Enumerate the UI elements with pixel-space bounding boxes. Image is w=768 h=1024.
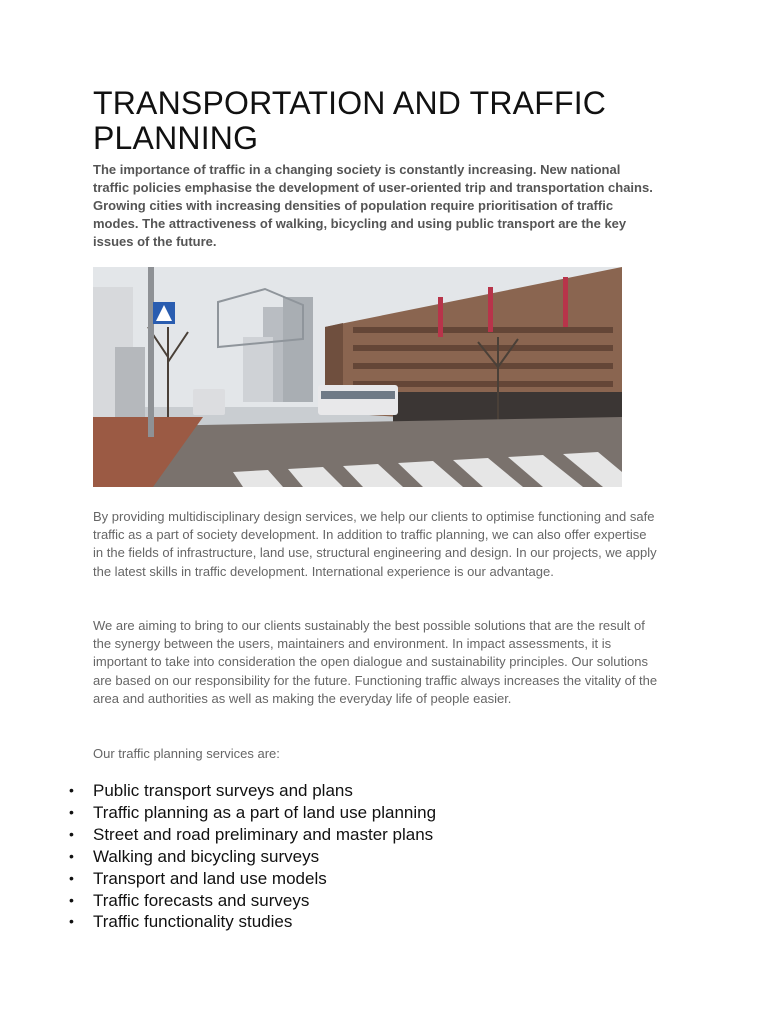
services-intro: Our traffic planning services are: (93, 746, 280, 761)
bullet-icon: • (69, 891, 74, 908)
service-label: Traffic forecasts and surveys (93, 890, 310, 910)
service-label: Walking and bicycling surveys (93, 846, 320, 866)
bullet-icon: • (69, 825, 74, 842)
bullet-icon: • (69, 869, 74, 886)
list-item (69, 802, 437, 824)
street-scene-image (93, 267, 622, 487)
lead-paragraph: The importance of traffic in a changing society is constantly increasing. New national traffic policies emphasise the development of user-oriented trip and transportation chains. Growing cities with increasing densities of population require prioritisation of traffic modes. The attractiveness of walking, bicycling and using public transport are the key issues of the future. (93, 162, 653, 249)
page-title: TRANSPORTATION AND TRAFFIC PLANNING (93, 85, 607, 156)
services-list (69, 780, 437, 933)
service-label: Transport and land use models (93, 868, 327, 888)
service-label: Traffic planning as a part of land use planning (93, 802, 437, 822)
list-item (69, 890, 436, 912)
list-item (69, 868, 436, 890)
list-item (69, 824, 436, 846)
service-label: Public transport surveys and plans (93, 781, 353, 800)
bullet-icon: • (69, 913, 74, 930)
bullet-icon: • (69, 847, 74, 864)
list-item (69, 911, 436, 933)
intro-paragraph: By providing multidisciplinary design services, we help our clients to optimise functioning and safe traffic as a part of society development. In addition to traffic planning, we can also offer expertise in the fields of infrastructure, land use, structural engineering and design. In our projects, we apply the latest skills in traffic development. International experience is our advantage. (93, 509, 657, 579)
service-label: Street and road preliminary and master plans (93, 824, 434, 844)
approach-paragraph: We are aiming to bring to our clients sustainably the best possible solutions that are the result of the synergy between the users, maintainers and environment. In impact assessments, it is important to take into consideration the open dialogue and sustainability principles. Our solutions are based on our responsibility for the future. Functioning traffic always increases the vitality of the area and authorities as well as making the everyday life of people easier. (93, 618, 658, 706)
bullet-icon: • (69, 803, 74, 820)
list-item (69, 846, 436, 868)
list-item (69, 780, 436, 802)
service-label: Traffic functionality studies (93, 912, 293, 932)
bullet-icon: • (69, 782, 74, 798)
